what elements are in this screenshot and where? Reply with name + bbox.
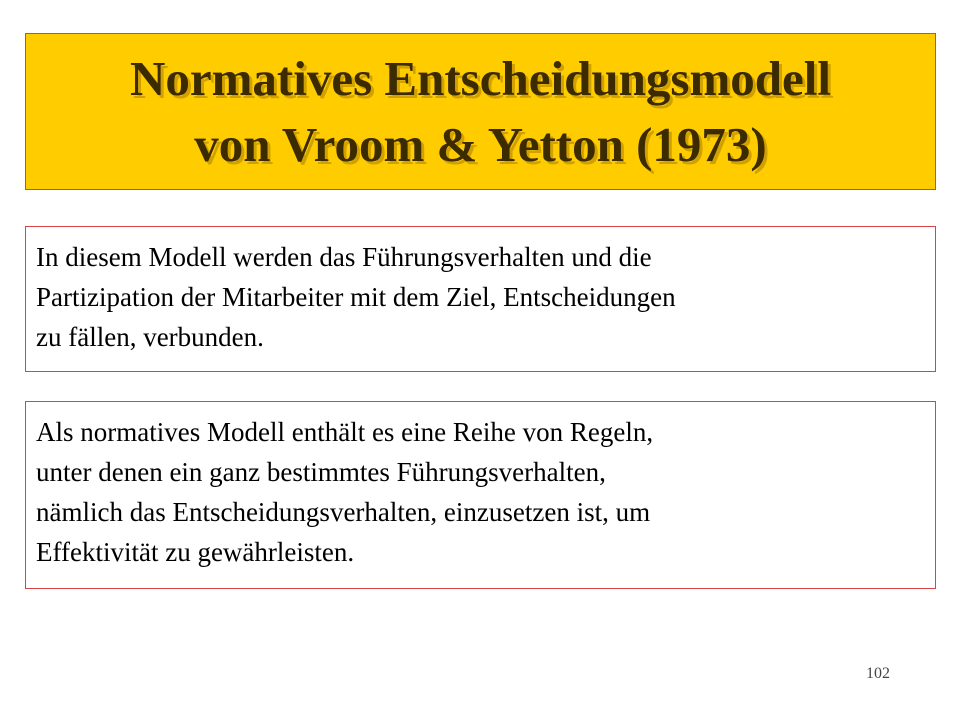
paragraph-2-line-3: nämlich das Entscheidungsverhalten, einzusetzen ist, um xyxy=(36,497,651,527)
paragraph-2-line-1: Als normatives Modell enthält es eine Reihe von Regeln, xyxy=(36,417,654,447)
page-number: 102 xyxy=(866,665,890,682)
paragraph-1-line-3: zu fällen, verbunden. xyxy=(36,322,264,352)
paragraph-box-1 xyxy=(25,226,936,372)
paragraph-2-line-2: unter denen ein ganz bestimmtes Führungsverhalten, xyxy=(36,457,606,487)
paragraph-1-line-2: Partizipation der Mitarbeiter mit dem Ziel, Entscheidungen xyxy=(36,282,676,312)
paragraph-box-2 xyxy=(25,401,936,589)
paragraph-1-line-1: In diesem Modell werden das Führungsverhalten und die xyxy=(36,242,652,272)
slide-title-box xyxy=(25,33,936,190)
slide-title-line-2: von Vroom & Yetton (1973) xyxy=(194,116,767,172)
slide-title-line-1: Normatives Entscheidungsmodell xyxy=(129,50,831,106)
paragraph-2-line-4: Effektivität zu gewährleisten. xyxy=(36,537,355,567)
